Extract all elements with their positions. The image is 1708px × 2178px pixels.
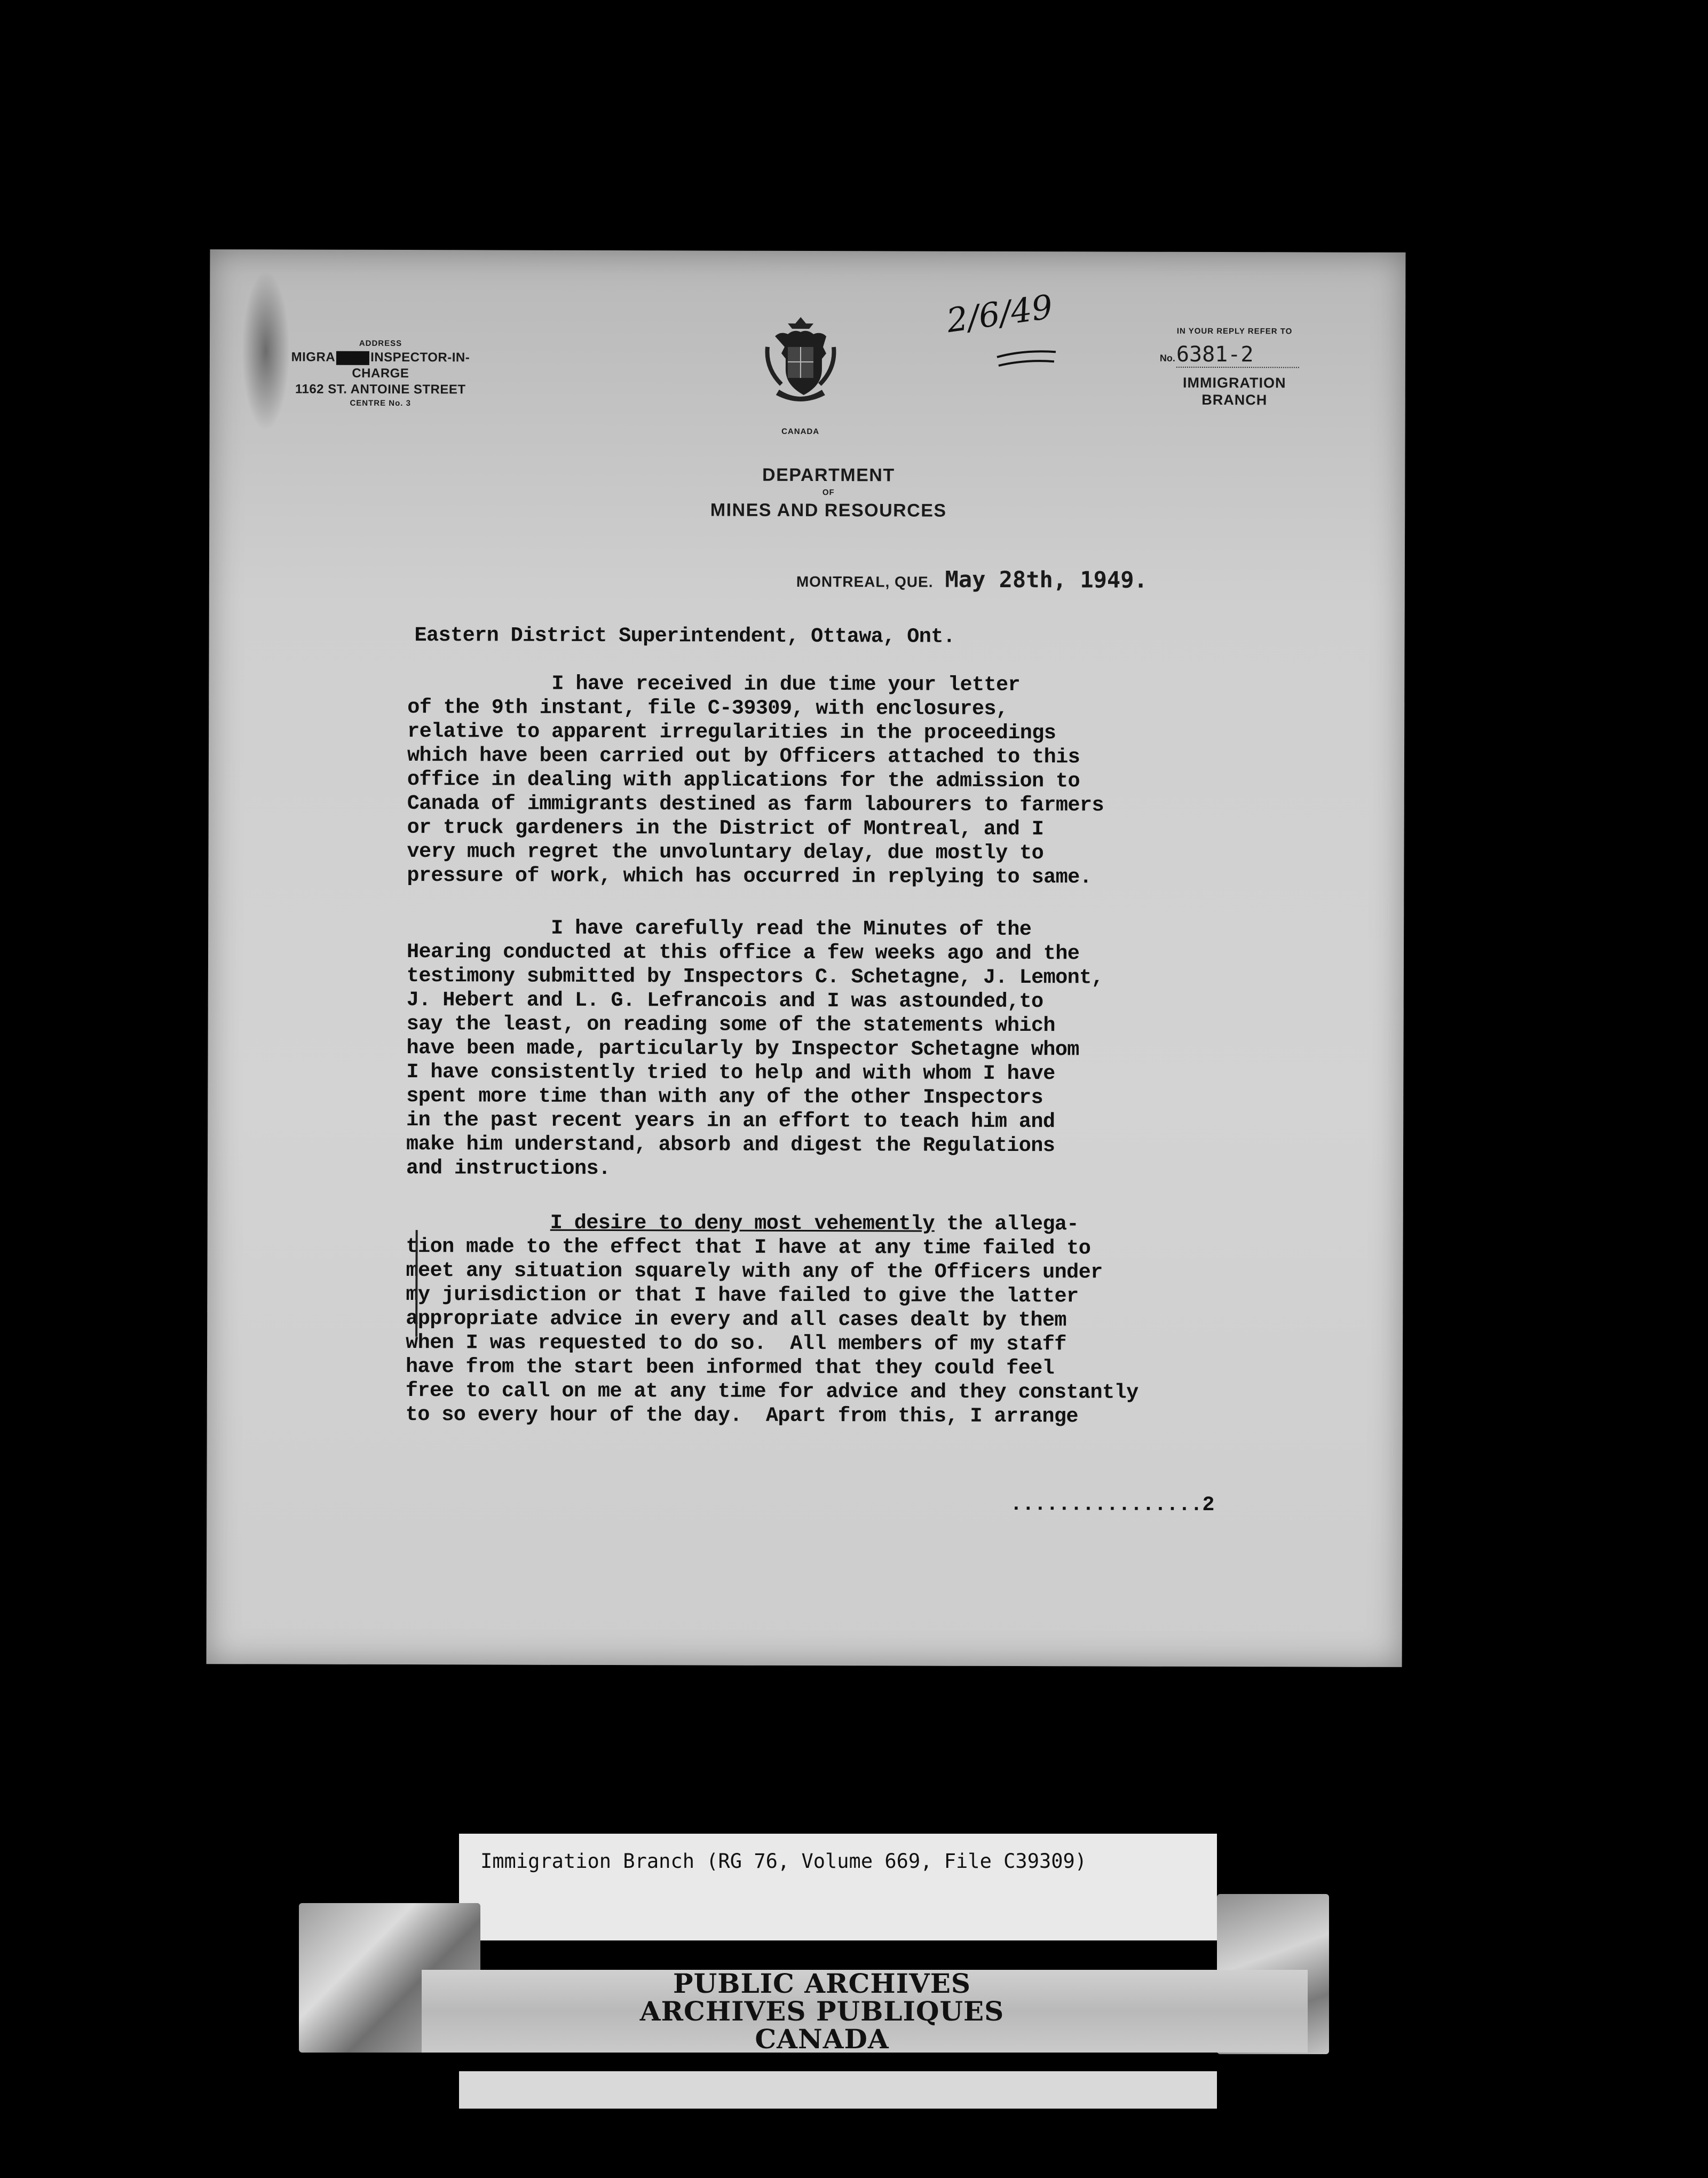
branch-line-2: BRANCH bbox=[1201, 391, 1268, 408]
paragraph-3-body: the allega- tion made to the effect that I have at any time failed to meet any situation squarely with any of the Officers under my jurisdiction or that I have failed to give the latter appropriate advice in every and all cases dealt by them when I was requested to do so. All members of my staff have from the start been informed that they could feel free to call on me at any time for advice and they constantly to so every hour of the day. Apart from this, I arrange bbox=[405, 1212, 1138, 1429]
ministry-name: MINES AND RESOURCES bbox=[710, 500, 947, 521]
paragraph-1: I have received in due time your letter of the 9th instant, file C-39309, with enclosures, relative to apparent irregularities in the proceedings which have been carried out by Officers attached to this office in dealing with applications for the admission to Canada of immigrants destined as farm labourers to farmers or truck gardeners in the District of Montreal, and I very much regret the unvoluntary delay, due mostly to pressure of work, which has occurred in replying to same. bbox=[407, 672, 1104, 889]
place-and-date bbox=[796, 566, 1383, 594]
handwritten-underline-marks bbox=[994, 348, 1058, 369]
paragraph-3-indent bbox=[406, 1211, 550, 1235]
letter-sheet bbox=[207, 249, 1406, 1667]
centre-number: CENTRE No. 3 bbox=[350, 398, 411, 408]
office-prefix: MIGRA bbox=[291, 350, 336, 365]
stamp-line-2: ARCHIVES PUBLIQUES bbox=[639, 1995, 1005, 2027]
letter-date: May 28th, 1949. bbox=[945, 566, 1148, 593]
paragraph-3-emphasis: I desire to deny most vehemently bbox=[550, 1211, 935, 1236]
bottom-label-strip bbox=[459, 2071, 1217, 2109]
paragraph-3 bbox=[406, 1211, 1139, 1429]
paragraph-2: I have carefully read the Minutes of the Hearing conducted at this office a few weeks ago and the testimony submitted by Inspectors C. Schetagne, J. Lemont, J. Hebert and L. G. Lefrancois and I was astounded,to say the least, on reading some of the statements which have been made, particularly by Inspector Schetagne whom I have consistently tried to help and with whom I have spent more time than with any of the other Inspectors in the past recent years in an effort to teach him and make him understand, absorb and digest the Regulations and instructions. bbox=[406, 916, 1104, 1181]
address-label: ADDRESS bbox=[359, 338, 402, 349]
place: MONTREAL, QUE. bbox=[796, 573, 934, 590]
branch-name bbox=[1149, 374, 1320, 409]
handwritten-note: 2/6/49 bbox=[944, 287, 1055, 341]
addressee: Eastern District Superintendent, Ottawa, Ont. bbox=[414, 624, 955, 649]
archive-stamp bbox=[576, 1970, 1068, 2053]
of-label: OF bbox=[822, 488, 835, 498]
department-heading bbox=[636, 464, 1021, 522]
number-label: No. bbox=[1159, 352, 1175, 364]
country-label: CANADA bbox=[781, 427, 820, 437]
coat-of-arms-icon bbox=[763, 315, 838, 406]
stamp-line-1: PUBLIC ARCHIVES bbox=[673, 1968, 971, 1999]
office-suffix: INSPECTOR-IN-CHARGE bbox=[352, 350, 470, 381]
reference-block bbox=[1149, 327, 1320, 409]
street-address: 1162 ST. ANTOINE STREET bbox=[295, 382, 466, 397]
margin-bracket-mark bbox=[415, 1230, 424, 1337]
reference-line bbox=[1149, 342, 1320, 368]
archive-caption: Immigration Branch (RG 76, Volume 669, File C39309) bbox=[480, 1850, 1087, 1873]
stamp-line-3: CANADA bbox=[755, 2023, 889, 2055]
office-title bbox=[279, 349, 482, 382]
continuation-marker: ................2 bbox=[1010, 1493, 1214, 1517]
department-label: DEPARTMENT bbox=[762, 464, 895, 486]
redaction-mark bbox=[336, 351, 369, 365]
sender-address-block bbox=[279, 337, 482, 409]
reference-number: 6381-2 bbox=[1176, 342, 1299, 368]
reply-refer-label: IN YOUR REPLY REFER TO bbox=[1176, 326, 1293, 336]
branch-line-1: IMMIGRATION bbox=[1183, 374, 1286, 391]
